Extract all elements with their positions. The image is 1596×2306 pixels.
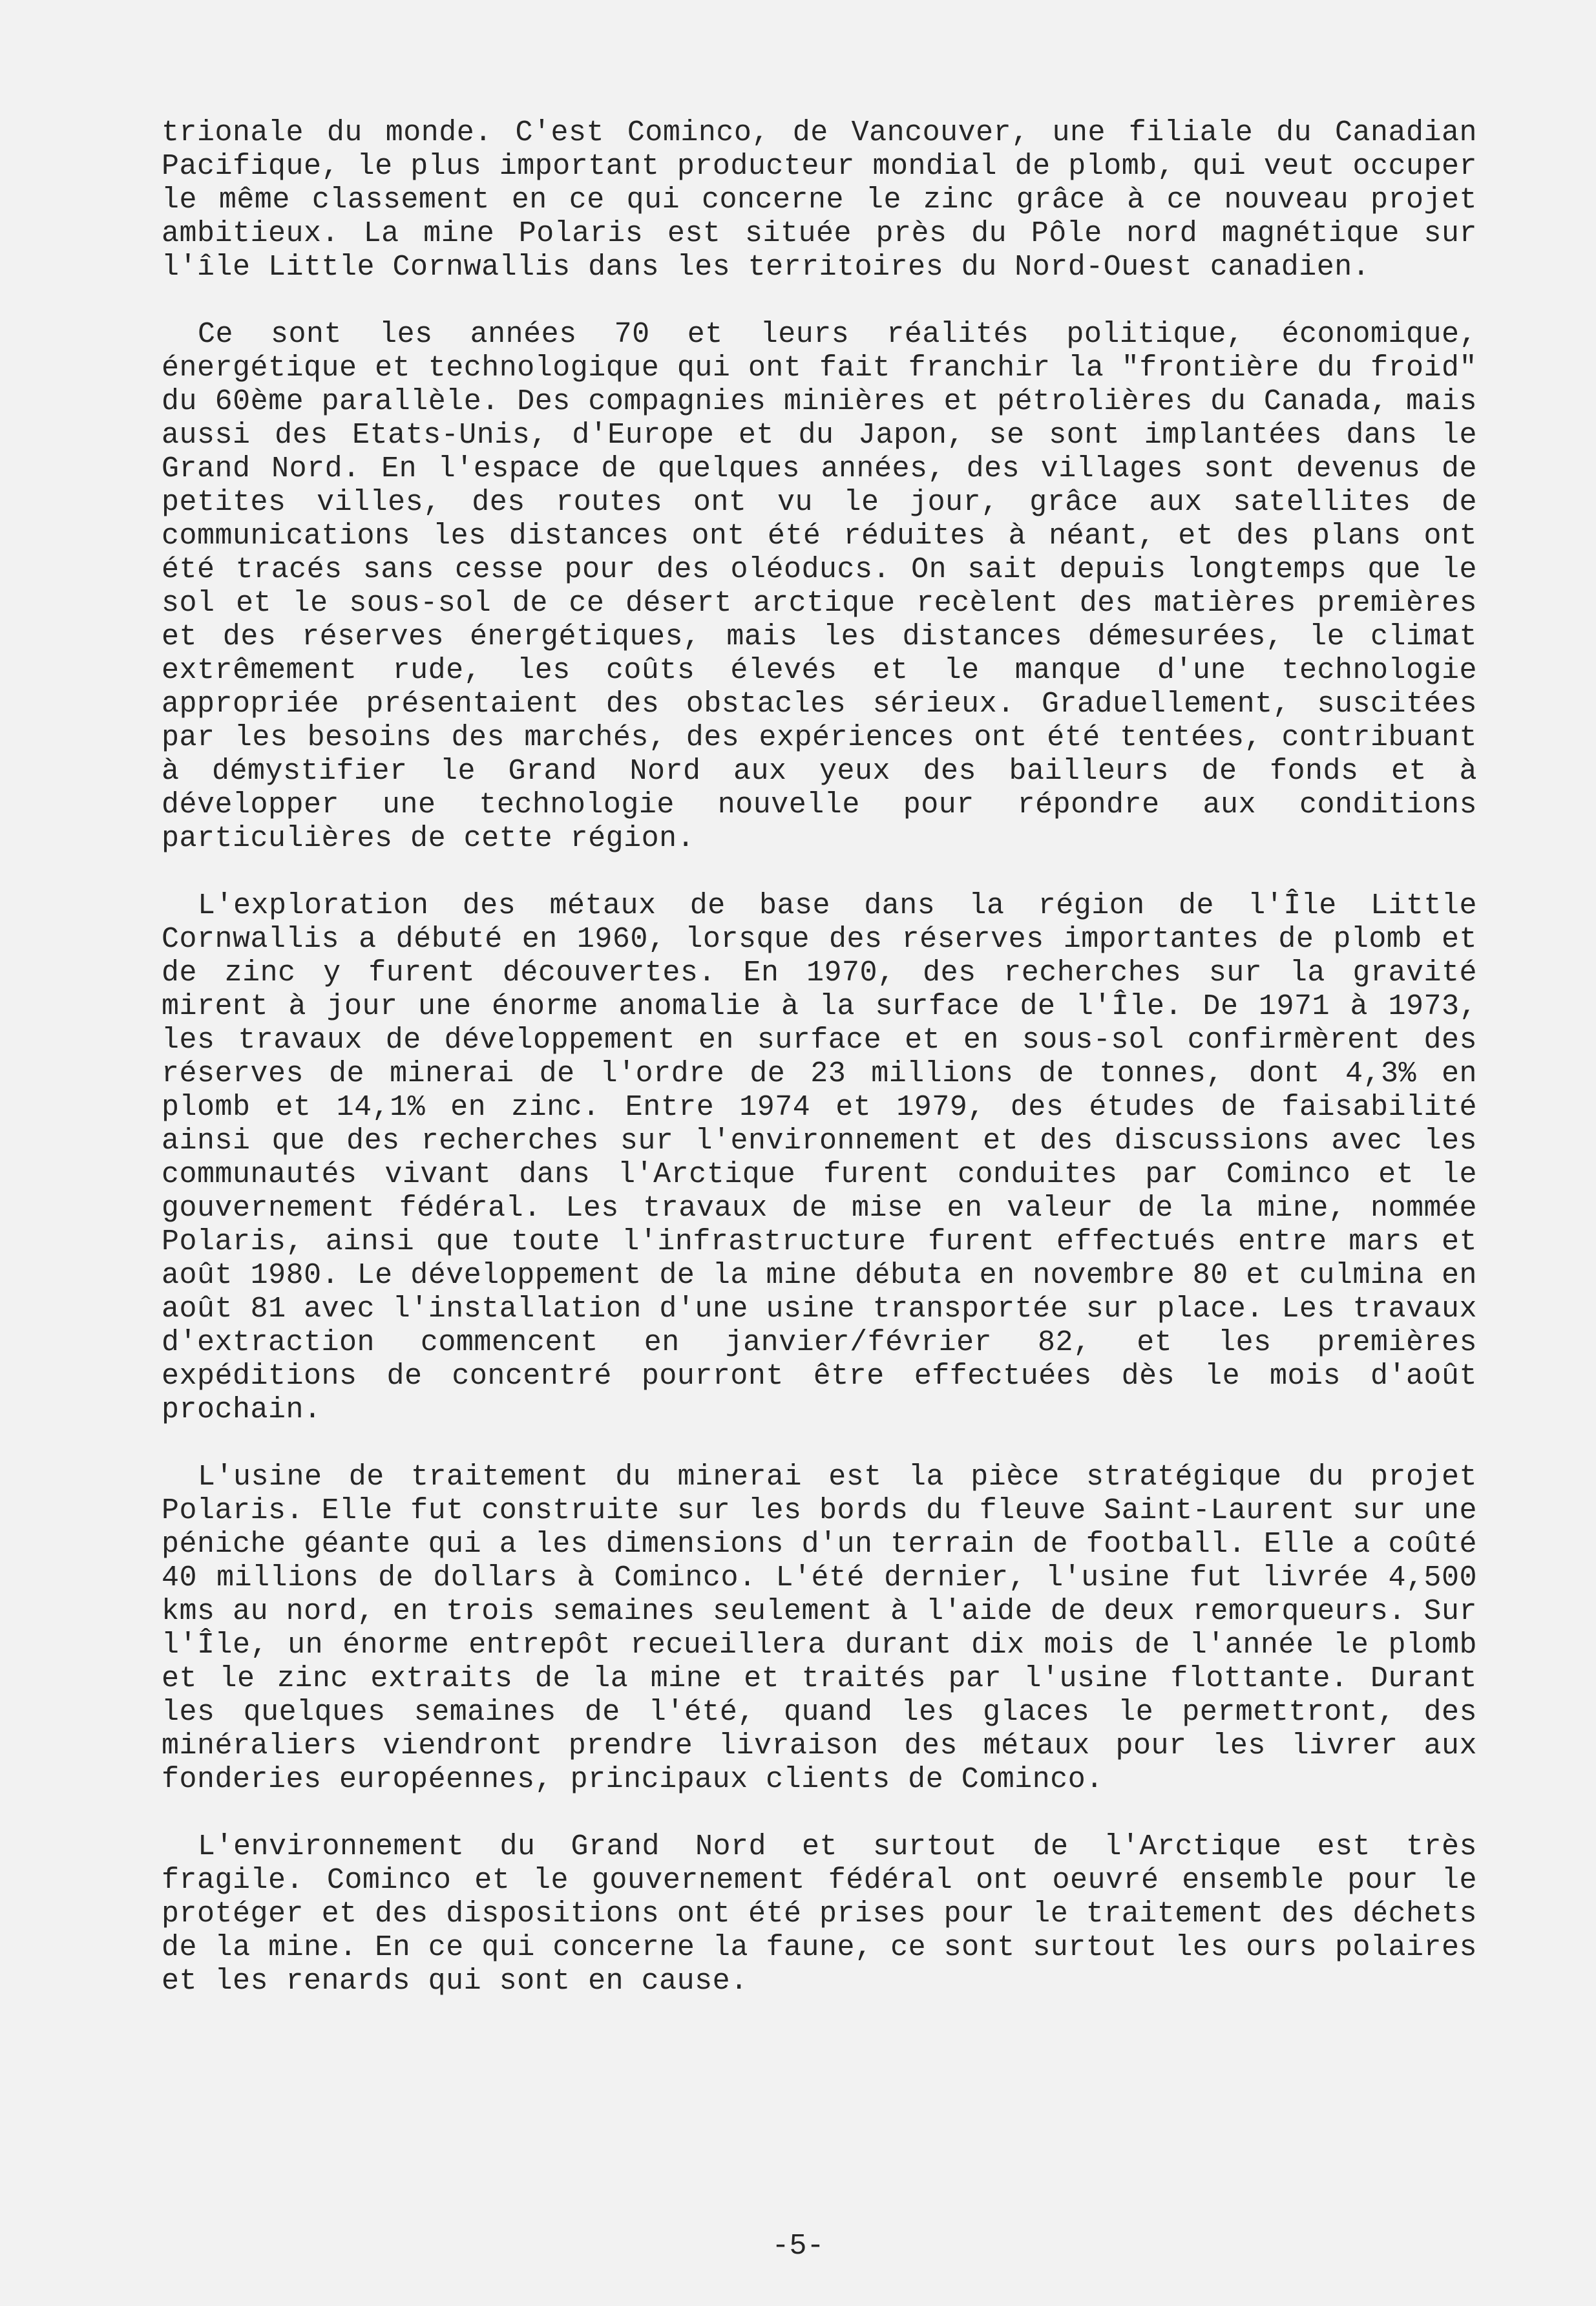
body-text — [162, 116, 1477, 2032]
paragraph-1: trionale du monde. C'est Cominco, de Vancouver, une filiale du Canadian Pacifique, le plus important producteur mondial de plomb, qui veut occuper le même classement en ce qui concerne le zinc grâce à ce nouveau projet ambitieux. La mine Polaris est située près du Pôle nord magnétique sur l'île Little Cornwallis dans les territoires du Nord-Ouest canadien. — [162, 116, 1477, 284]
page-number: -5- — [772, 2230, 824, 2263]
paragraph-4: L'usine de traitement du minerai est la pièce stratégique du projet Polaris. Elle fut construite sur les bords du fleuve Saint-Laurent sur une péniche géante qui a les dimensions d'un terrain de football. Elle a coûté 40 millions de dollars à Cominco. L'été dernier, l'usine fut livrée 4,500 kms au nord, en trois semaines seulement à l'aide de deux remorqueurs. Sur l'Île, un énorme entrepôt recueillera durant dix mois de l'année le plomb et le zinc extraits de la mine et traités par l'usine flottante. Durant les quelques semaines de l'été, quand les glaces le permettront, des minéraliers viendront prendre livraison des métaux pour les livrer aux fonderies européennes, principaux clients de Cominco. — [162, 1461, 1477, 1796]
paragraph-3: L'exploration des métaux de base dans la région de l'Île Little Cornwallis a débuté en 1960, lorsque des réserves importantes de plomb et de zinc y furent découvertes. En 1970, des recherches sur la gravité mirent à jour une énorme anomalie à la surface de l'Île. De 1971 à 1973, les travaux de développement en surface et en sous-sol confirmèrent des réserves de minerai de l'ordre de 23 millions de tonnes, dont 4,3% en plomb et 14,1% en zinc. Entre 1974 et 1979, des études de faisabilité ainsi que des recherches sur l'environnement et des discussions avec les communautés vivant dans l'Arctique furent conduites par Cominco et le gouvernement fédéral. Les travaux de mise en valeur de la mine, nommée Polaris, ainsi que toute l'infrastructure furent effectués entre mars et août 1980. Le développement de la mine débuta en novembre 80 et culmina en août 81 avec l'installation d'une usine transportée sur place. Les travaux d'extraction commencent en janvier/février 82, et les premières expéditions de concentré pourront être effectuées dès le mois d'août prochain. — [162, 889, 1477, 1426]
paragraph-5: L'environnement du Grand Nord et surtout de l'Arctique est très fragile. Cominco et le gouvernement fédéral ont oeuvré ensemble pour le protéger et des dispositions ont été prises pour le traitement des déchets de la mine. En ce qui concerne la faune, ce sont surtout les ours polaires et les renards qui sont en cause. — [162, 1830, 1477, 1998]
paragraph-2: Ce sont les années 70 et leurs réalités politique, économique, énergétique et technologique qui ont fait franchir la "frontière du froid" du 60ème parallèle. Des compagnies minières et pétrolières du Canada, mais aussi des Etats-Unis, d'Europe et du Japon, se sont implantées dans le Grand Nord. En l'espace de quelques années, des villages sont devenus de petites villes, des routes ont vu le jour, grâce aux satellites de communications les distances ont été réduites à néant, et des plans ont été tracés sans cesse pour des oléoducs. On sait depuis longtemps que le sol et le sous-sol de ce désert arctique recèlent des matières premières et des réserves énergétiques, mais les distances démesurées, le climat extrêmement rude, les coûts élevés et le manque d'une technologie appropriée présentaient des obstacles sérieux. Graduellement, suscitées par les besoins des marchés, des expériences ont été tentées, contribuant à démystifier le Grand Nord aux yeux des bailleurs de fonds et à développer une technologie nouvelle pour répondre aux conditions particulières de cette région. — [162, 318, 1477, 855]
